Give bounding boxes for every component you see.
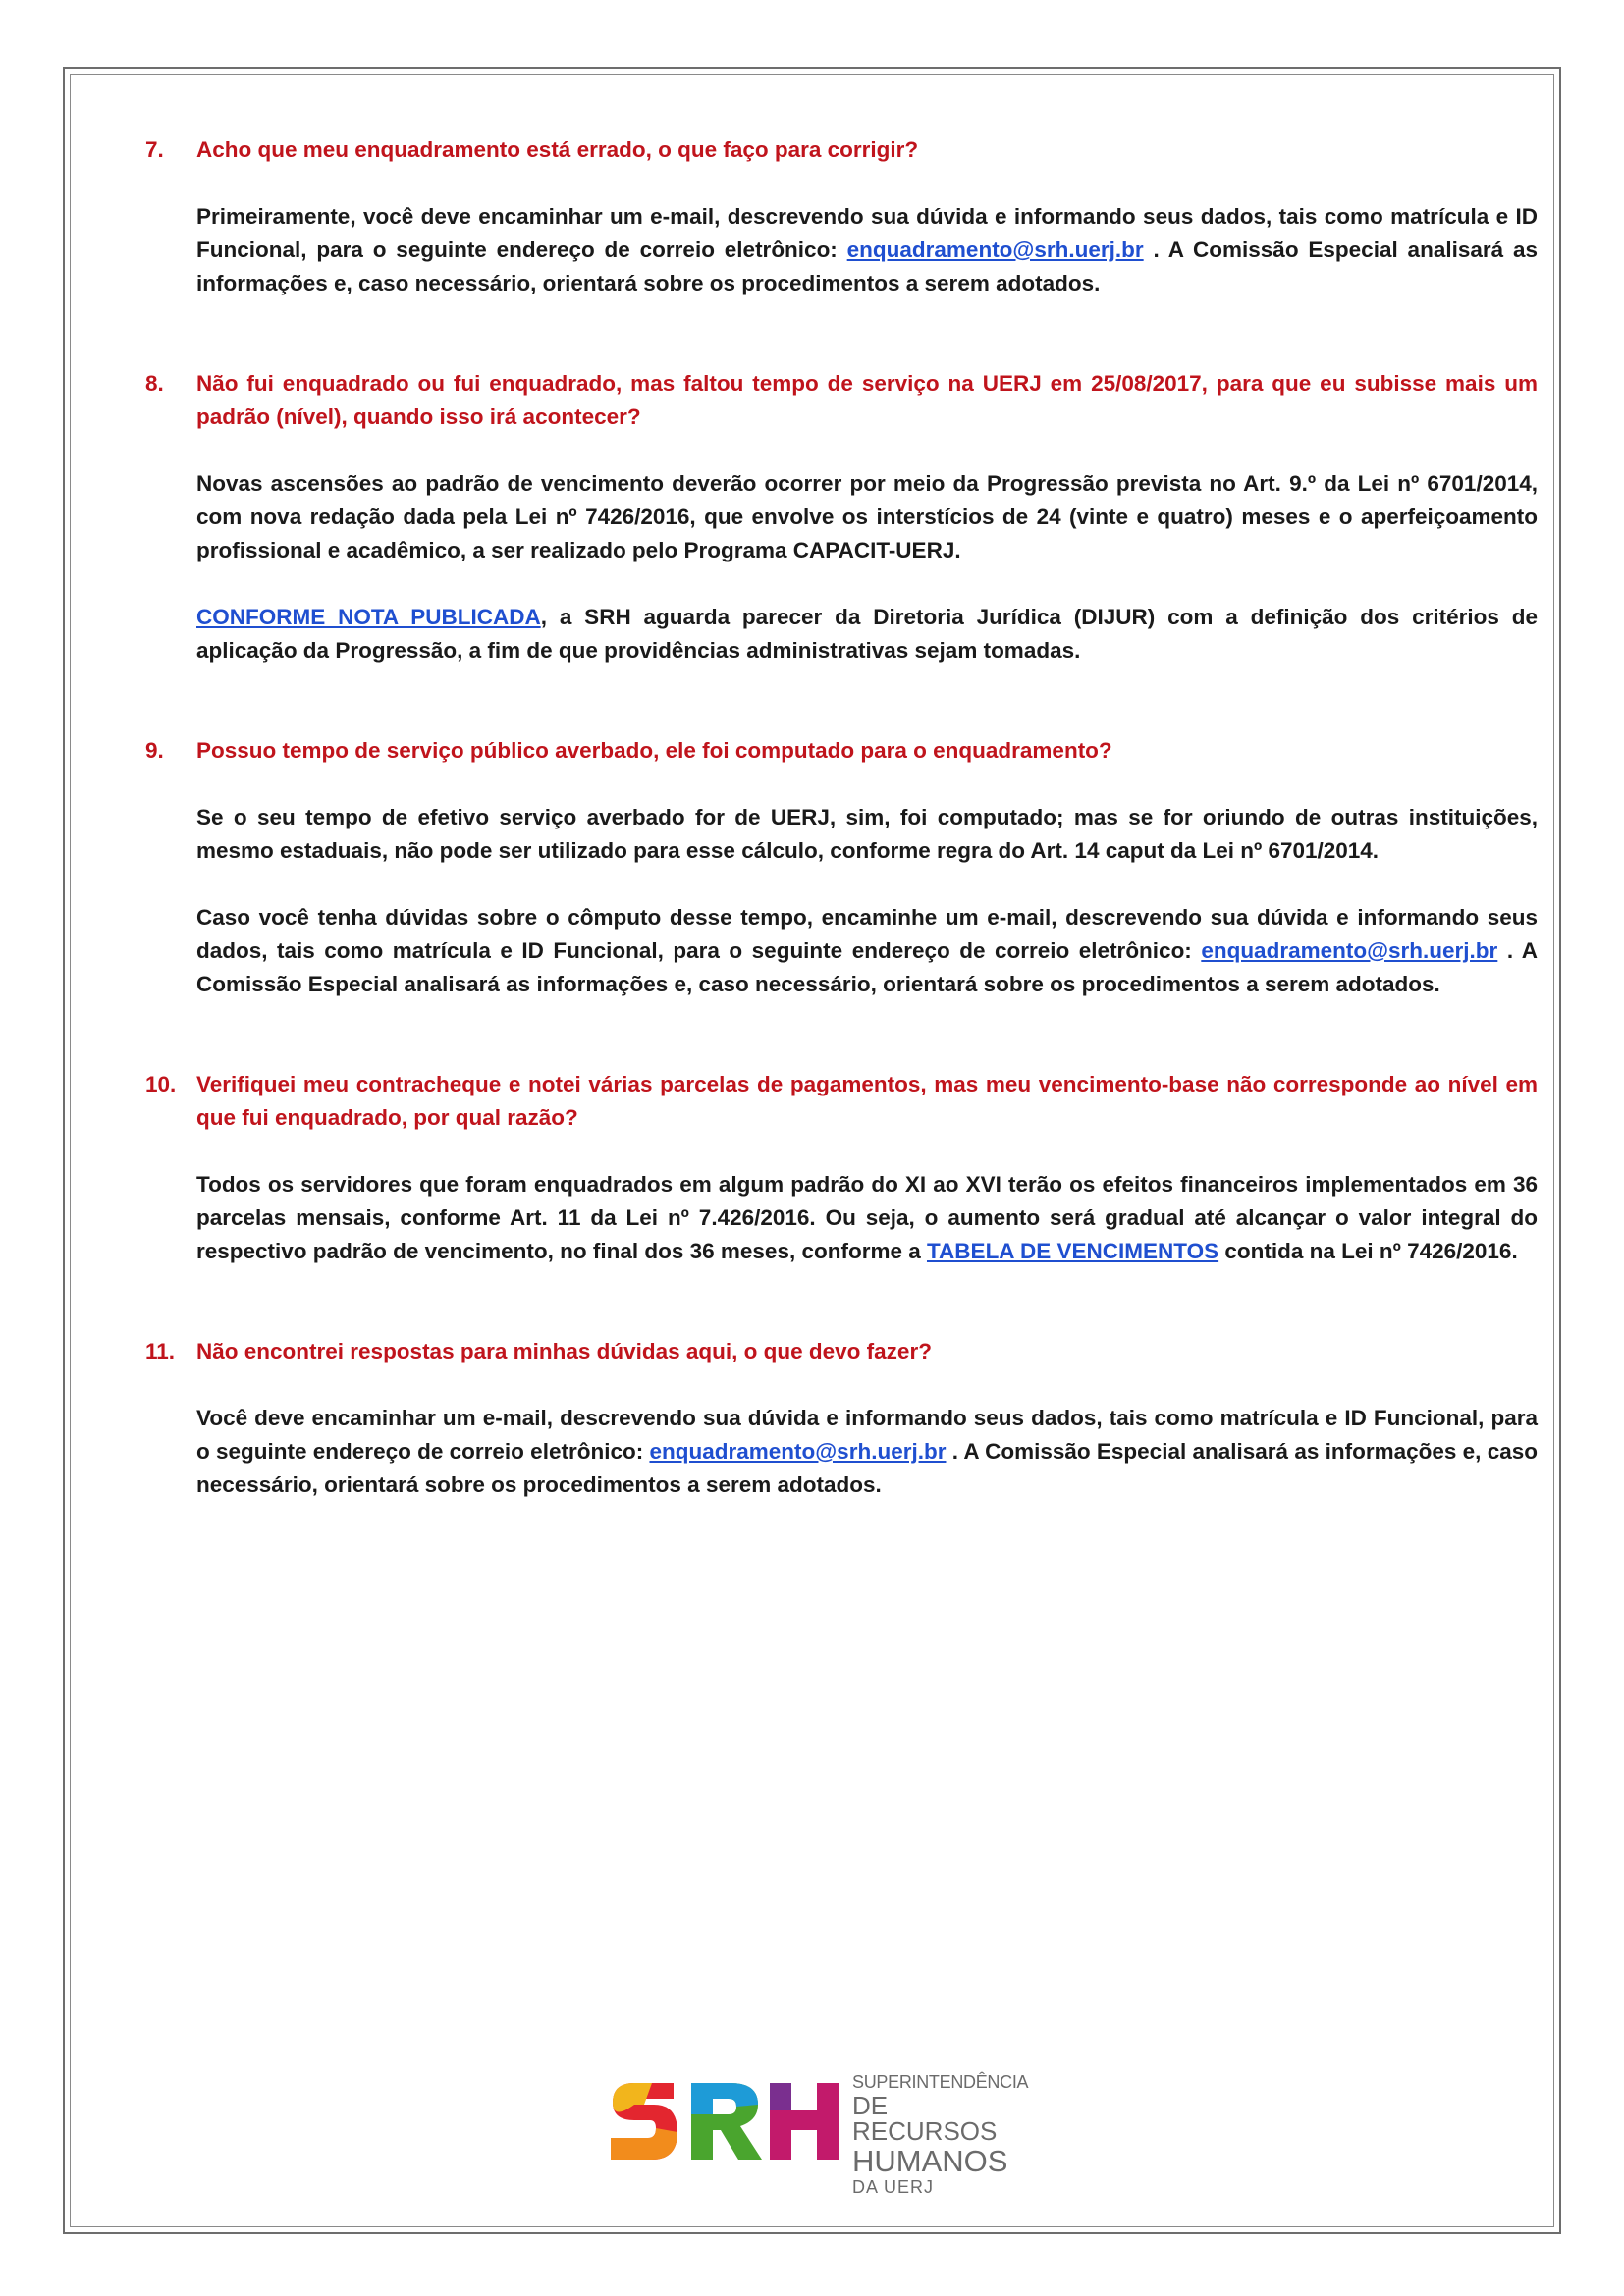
email-link[interactable]: enquadramento@srh.uerj.br (649, 1439, 947, 1464)
question-text: Possuo tempo de serviço público averbado, ele foi computado para o enquadramento? (196, 738, 1112, 763)
section-gap (145, 300, 1538, 367)
answer-text: , a SRH aguarda parecer da Diretoria Jurídica (DIJUR) com a definição dos critérios de aplicação da Progressão, a fim de que providências administrativas sejam tomadas. (196, 605, 1538, 663)
email-link[interactable]: enquadramento@srh.uerj.br (1201, 938, 1498, 963)
question-text: Acho que meu enquadramento está errado, o que faço para corrigir? (196, 137, 919, 162)
faq-answer (145, 601, 1538, 667)
document-link[interactable]: TABELA DE VENCIMENTOS (926, 1239, 1219, 1263)
logo-line-1: SUPERINTENDÊNCIA (852, 2072, 1029, 2092)
question-number: 8. (145, 371, 164, 396)
answer-text: Primeiramente, você deve encaminhar um e-mail, descrevendo sua dúvida e informando seus dados, tais como matrícula e ID Funcional, para o seguinte endereço de correio eletrônico: (196, 204, 1538, 262)
paragraph-gap (145, 768, 1538, 801)
answer-text: Se o seu tempo de efetivo serviço averbado for de UERJ, sim, foi computado; mas se for oriundo de outras instituições, mesmo estaduais, não pode ser utilizado para esse cálculo, conforme regra do Art. 14 caput da Lei nº 6701/2014. (196, 805, 1538, 863)
question-number: 10. (145, 1072, 177, 1096)
answer-text: Caso você tenha dúvidas sobre o cômputo desse tempo, encaminhe um e-mail, descrevendo sua dúvida e informando seus dados, tais como matrícula e ID Funcional, para o seguinte endereço de correio eletrônico: (196, 905, 1538, 963)
question-number: 9. (145, 738, 164, 763)
srh-logo-text (852, 2073, 1039, 2196)
answer-text: . A Comissão Especial analisará as informações e, caso necessário, orientará sobre os procedimentos a serem adotados. (196, 1439, 1538, 1497)
paragraph-gap (145, 434, 1538, 467)
section-gap (145, 667, 1538, 734)
paragraph-gap (145, 167, 1538, 200)
answer-text: Todos os servidores que foram enquadrados em algum padrão do XI ao XVI terão os efeitos financeiros implementados em 36 parcelas mensais, conforme Art. 11 da Lei nº 7.426/2016. Ou seja, o aumento será gradual até alcançar o valor integral do respectivo padrão de vencimento, no final dos 36 meses, conforme a (196, 1172, 1538, 1263)
faq-question (145, 133, 1538, 167)
section-gap (145, 1268, 1538, 1335)
faq-answer (145, 467, 1538, 567)
faq-question (145, 1068, 1538, 1135)
section-gap (145, 1001, 1538, 1068)
question-text: Não fui enquadrado ou fui enquadrado, mas faltou tempo de serviço na UERJ em 25/08/2017, para que eu subisse mais um padrão (nível), quando isso irá acontecer? (196, 371, 1538, 429)
faq-question (145, 367, 1538, 434)
question-text: Não encontrei respostas para minhas dúvidas aqui, o que devo fazer? (196, 1339, 932, 1363)
answer-text: Você deve encaminhar um e-mail, descrevendo sua dúvida e informando seus dados, tais como matrícula e ID Funcional, para o seguinte endereço de correio eletrônico: (196, 1406, 1538, 1464)
faq-answer (145, 1402, 1538, 1502)
paragraph-gap (145, 868, 1538, 901)
answer-text: . A Comissão Especial analisará as informações e, caso necessário, orientará sobre os procedimentos a serem adotados. (196, 238, 1539, 295)
answer-text: Novas ascensões ao padrão de vencimento deverão ocorrer por meio da Progressão prevista no Art. 9.º da Lei nº 6701/2014, com nova redação dada pela Lei nº 7426/2016, que envolve os interstícios de 24 (vinte e quatro) meses e o aperfeiçoamento profissional e acadêmico, a ser realizado pelo Programa CAPACIT-UERJ. (196, 471, 1538, 562)
faq-question (145, 734, 1538, 768)
document-link[interactable]: CONFORME NOTA PUBLICADA (196, 605, 541, 629)
faq-answer (145, 901, 1538, 1001)
logo-line-4: DA UERJ (852, 2177, 935, 2197)
question-number: 11. (145, 1339, 176, 1363)
faq-answer (145, 1168, 1538, 1268)
question-text: Verifiquei meu contracheque e notei várias parcelas de pagamentos, mas meu vencimento-base não corresponde ao nível em que fui enquadrado, por qual razão? (196, 1072, 1538, 1130)
logo-line-2: DE RECURSOS (852, 2091, 998, 2146)
paragraph-gap (145, 1368, 1538, 1402)
srh-logo (605, 2069, 1037, 2197)
logo-line-3: HUMANOS (852, 2144, 1008, 2178)
answer-text: . A Comissão Especial analisará as informações e, caso necessário, orientará sobre os procedimentos a serem adotados. (196, 938, 1538, 996)
srh-logo-mark (605, 2069, 850, 2167)
faq-answer (145, 801, 1538, 868)
email-link[interactable]: enquadramento@srh.uerj.br (846, 238, 1144, 262)
answer-text: contida na Lei nº 7426/2016. (1218, 1239, 1518, 1263)
paragraph-gap (145, 567, 1538, 601)
faq-answer (145, 200, 1538, 300)
faq-content (145, 133, 1538, 1502)
faq-question (145, 1335, 1538, 1368)
paragraph-gap (145, 1135, 1538, 1168)
question-number: 7. (145, 137, 164, 162)
